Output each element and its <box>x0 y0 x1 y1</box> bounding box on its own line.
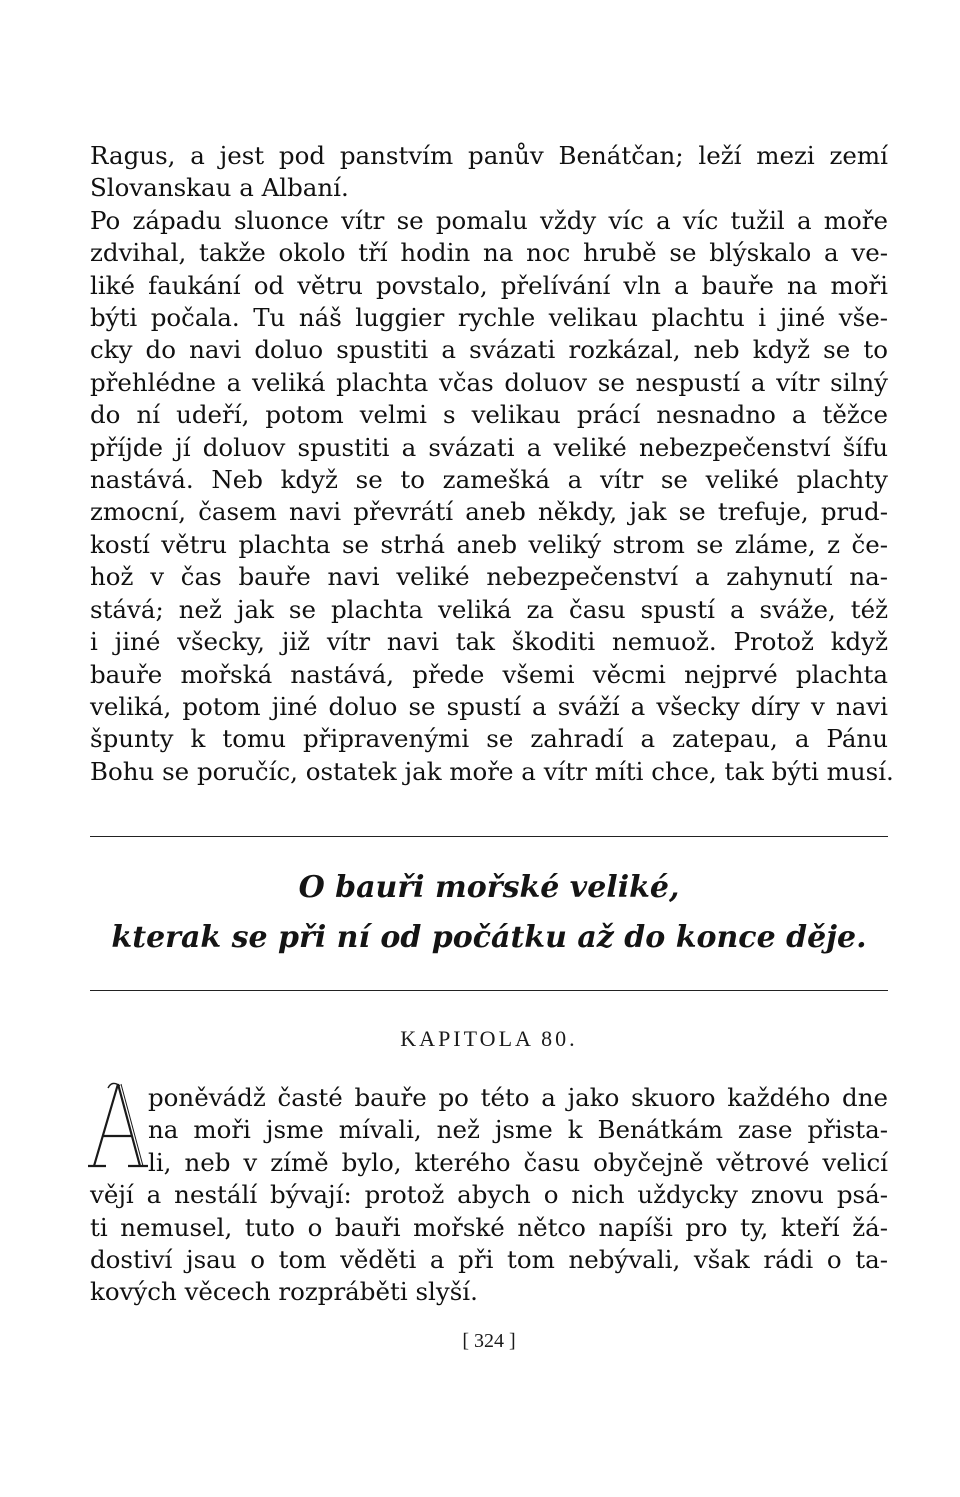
text-line: bauře mořská nastává, přede všemi věcmi nejprvé plachta <box>90 659 888 689</box>
text-line: přehlédne a veliká plachta včas doluov se nespustí a vítr silný <box>90 367 888 397</box>
text-line: zdvihal, takže okolo tří hodin na noc hrubě se blýskalo a ve- <box>90 238 888 268</box>
text-line: kostí větru plachta se strhá aneb veliký strom se zláme, z če- <box>90 529 888 559</box>
text-line: cky do navi doluo spustiti a svázati rozkázal, neb když se to <box>90 335 888 365</box>
text-line: stává; než jak se plachta veliká za času spustí a sváže, též <box>90 594 888 624</box>
text-line: býti počala. Tu náš luggier rychle velikau plachtu i jiné vše- <box>90 303 888 333</box>
text-line: Slovanskau a Albaní. <box>90 173 349 203</box>
divider-bottom <box>90 990 888 991</box>
chapter-label: KAPITOLA 80. <box>400 1026 578 1051</box>
section-heading-line-2: kterak se při ní od počátku až do konce děje. <box>111 920 867 955</box>
text-line: veliká, potom jiné doluo se spustí a sváží a všecky díry v navi <box>90 691 888 721</box>
divider-top <box>90 836 888 837</box>
body-paragraph <box>90 140 894 788</box>
text-line: zmocní, časem navi převrátí aneb někdy, jak se trefuje, prud- <box>90 497 888 527</box>
text-line: ti nemusel, tuto o bauři mořské nětco napíši pro ty, kteří žá- <box>90 1212 888 1242</box>
text-line: Ragus, a jest pod panstvím panův Benátčan; leží mezi zemí <box>90 141 888 170</box>
text-line: vějí a nestálí bývají: protož abych o nich uždycky znovu psá- <box>90 1180 888 1210</box>
text-line: kových věcech rozpráběti slyší. <box>90 1277 478 1307</box>
text-line: příjde jí doluov spustiti a svázati a veliké nebezpečenství šífu <box>90 432 888 462</box>
text-line: hož v čas bauře navi veliké nebezpečenství a zahynutí na- <box>90 562 888 592</box>
text-line: nastává. Neb když se to zamešká a vítr se veliké plachty <box>90 465 888 495</box>
text-line: špunty k tomu připravenými se zahradí a zatepau, a Pánu <box>90 724 888 754</box>
section-heading-line-1: O bauři mořské veliké, <box>298 870 680 905</box>
text-line: liké faukání od větru povstalo, přelívání vln a bauře na moři <box>90 270 888 300</box>
text-line: poněvádž časté bauře po této a jako skuoro každého dne <box>148 1083 888 1112</box>
text-line: li, neb v zímě bylo, kterého času obyčejně větrové velicí <box>148 1147 888 1177</box>
text-line: do ní udeří, potom velmi s velikau prácí nesnadno a těžce <box>90 400 888 430</box>
page-number: [ 324 ] <box>462 1330 516 1352</box>
text-line: Po západu sluonce vítr se pomalu vždy víc a víc tužil a moře <box>90 205 888 235</box>
text-line: dostiví jsau o tom věděti a při tom nebývali, však rádi o ta- <box>90 1245 888 1275</box>
chapter-paragraph <box>90 1082 888 1309</box>
text-line: Bohu se poručíc, ostatek jak moře a vítr míti chce, tak býti musí. <box>90 756 894 786</box>
text-line: i jiné všecky, již vítr navi tak škoditi nemuož. Protož když <box>90 627 888 657</box>
body-text-block <box>90 140 894 788</box>
text-line: na moři jsme mívali, než jsme k Benátkám zase přista- <box>148 1115 888 1145</box>
